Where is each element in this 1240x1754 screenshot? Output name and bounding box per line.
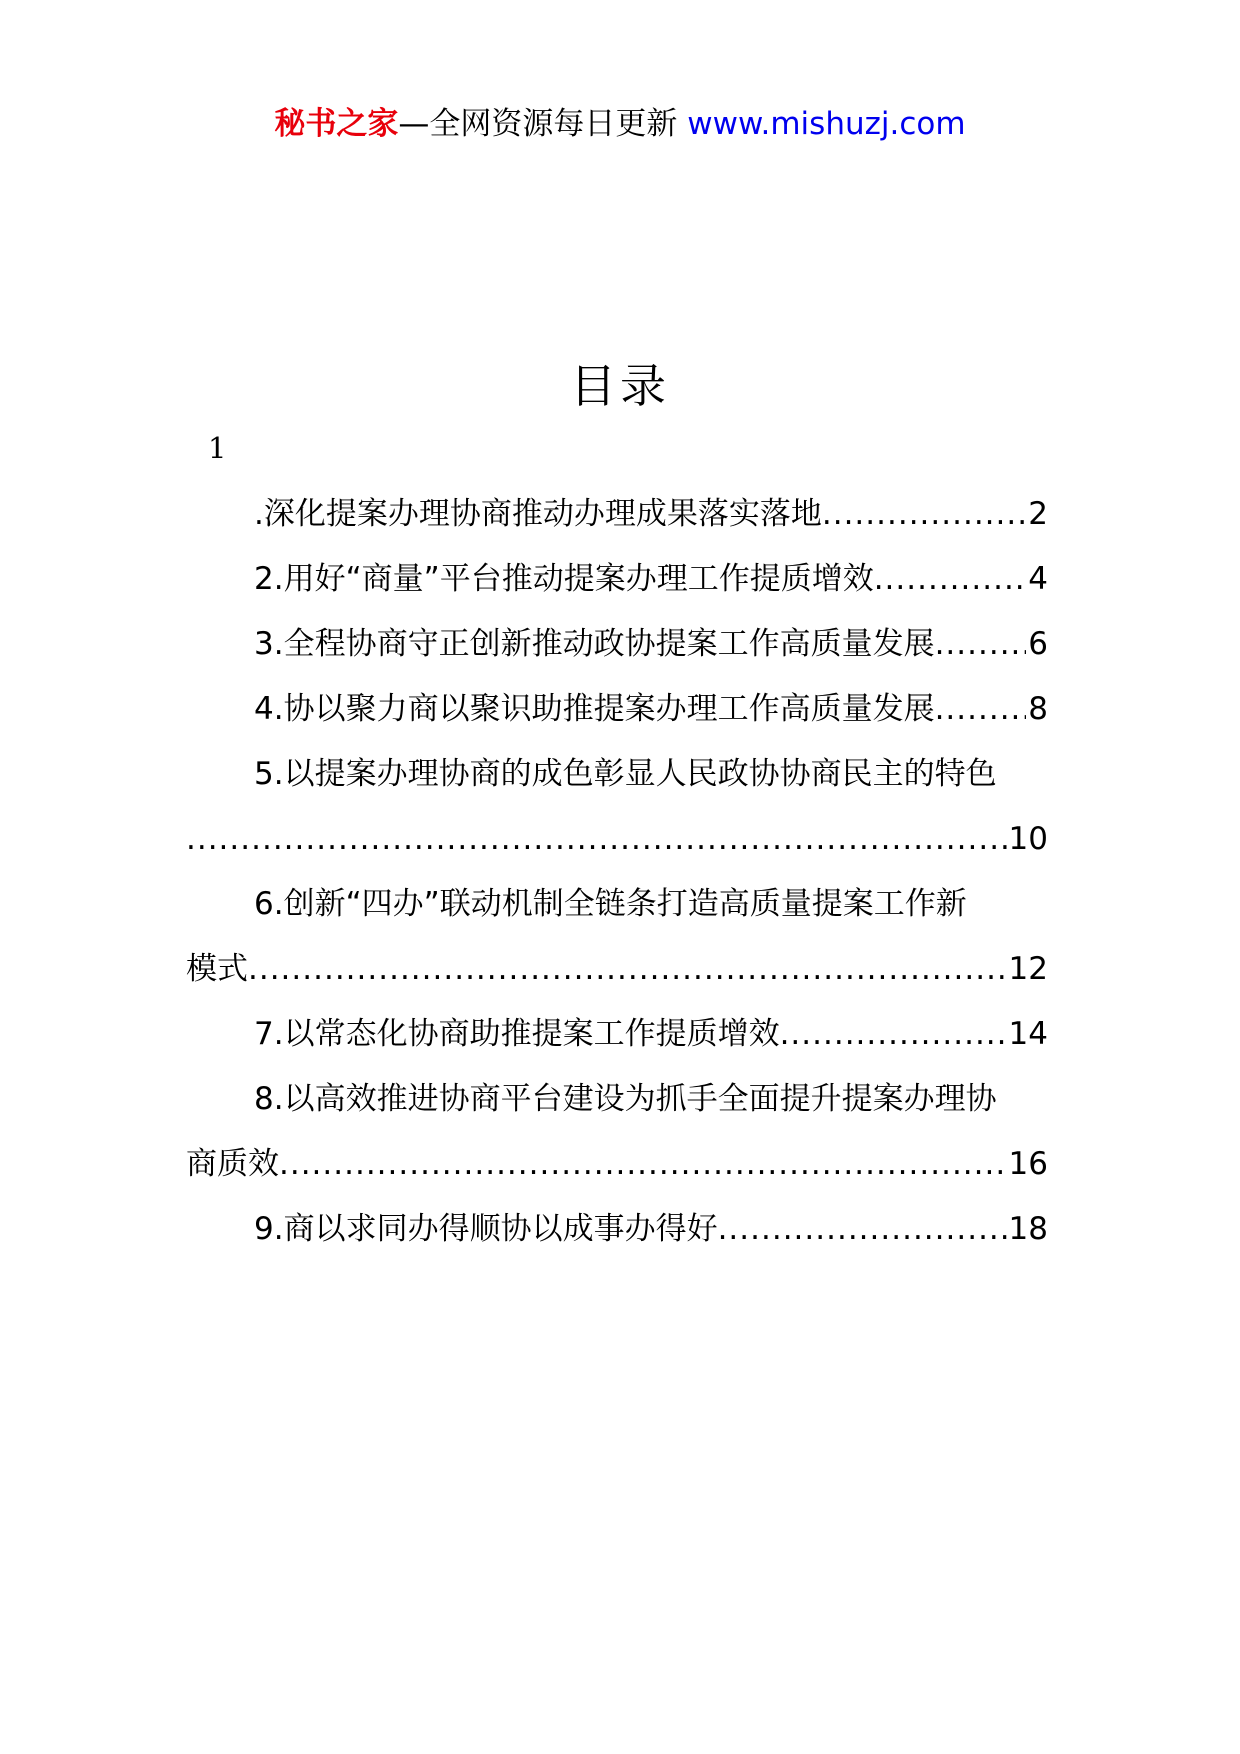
toc-title: 目录 — [570, 359, 670, 413]
toc-entry-page: 14 — [1008, 1016, 1048, 1052]
toc-entry-first-line[interactable] — [186, 742, 1048, 807]
toc-entry-title: 9.商以求同办得顺协以成事办得好 — [254, 1211, 718, 1247]
toc-entry-page: 2 — [1028, 496, 1048, 532]
toc-entry-second-line[interactable] — [186, 937, 1048, 1002]
toc-entry-page: 6 — [1028, 626, 1048, 662]
toc-entry-title: 3.全程协商守正创新推动政协提案工作高质量发展 — [254, 626, 935, 662]
toc-leader-dots — [248, 937, 1007, 1002]
toc-entry-page: 4 — [1028, 561, 1048, 597]
toc-entry[interactable] — [186, 547, 1048, 612]
toc-entry-first-line[interactable] — [186, 872, 1048, 937]
toc-entry-page: 12 — [1008, 951, 1048, 987]
toc-entry-title: 5.以提案办理协商的成色彰显人民政协协商民主的特色 — [254, 756, 997, 792]
toc-entry[interactable] — [186, 677, 1048, 742]
toc-entry[interactable] — [186, 1197, 1048, 1262]
toc-entry-title-continued: 模式 — [186, 951, 248, 987]
toc-leader-dots — [780, 1002, 1007, 1067]
toc-entry[interactable] — [186, 482, 1048, 547]
toc-leader-dots — [186, 807, 1007, 872]
toc-entry-page: 10 — [1008, 821, 1048, 857]
toc-entry-page: 16 — [1008, 1146, 1048, 1182]
toc-leader-dots — [935, 677, 1027, 742]
toc-entry-title: 7.以常态化协商助推提案工作提质增效 — [254, 1016, 780, 1052]
header-slogan: —全网资源每日更新 — [398, 106, 688, 142]
site-header — [0, 102, 1240, 146]
toc-entry-title: 8.以高效推进协商平台建设为抓手全面提升提案办理协 — [254, 1081, 997, 1117]
toc-leader-dots — [822, 482, 1026, 547]
toc-leader-dots — [874, 547, 1027, 612]
toc-entry-page: 8 — [1028, 691, 1048, 727]
toc-entry-page: 18 — [1008, 1211, 1048, 1247]
toc-entry-second-line[interactable] — [186, 1132, 1048, 1197]
toc-leader-dots — [718, 1197, 1007, 1262]
toc-entry-first-line[interactable] — [186, 1067, 1048, 1132]
toc-leader-dots — [279, 1132, 1007, 1197]
site-url-link[interactable]: www.mishuzj.com — [687, 106, 966, 142]
toc-entry[interactable] — [186, 1002, 1048, 1067]
toc-entry-title: .深化提案办理协商推动办理成果落实落地 — [254, 496, 822, 532]
toc-entry-title: 2.用好“商量”平台推动提案办理工作提质增效 — [254, 561, 874, 597]
brand-name: 秘书之家 — [274, 106, 399, 142]
toc-entry-title: 6.创新“四办”联动机制全链条打造高质量提案工作新 — [254, 886, 967, 922]
toc-entry-title: 4.协以聚力商以聚识助推提案办理工作高质量发展 — [254, 691, 935, 727]
toc-entry-title-continued: 商质效 — [186, 1146, 279, 1182]
toc-leader-dots — [935, 612, 1027, 677]
stray-number: 1 — [208, 431, 227, 465]
toc-entry[interactable] — [186, 612, 1048, 677]
table-of-contents — [186, 482, 1048, 1262]
toc-entry-second-line[interactable] — [186, 807, 1048, 872]
